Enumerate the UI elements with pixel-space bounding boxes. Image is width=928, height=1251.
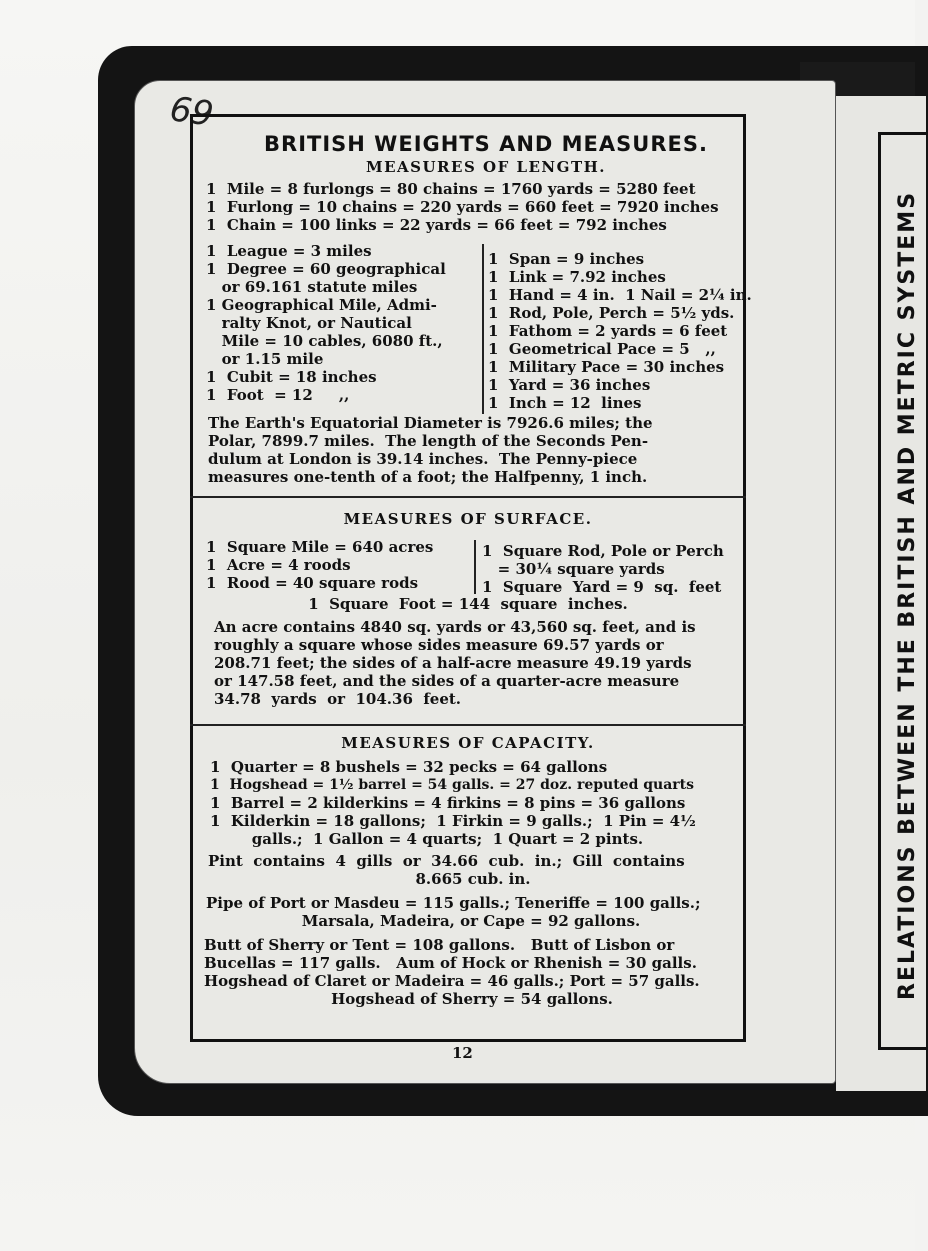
capacity-line: 1 Hogshead = 1½ barrel = 54 galls. = 27 doz. reputed quarts — [210, 777, 695, 793]
note-line: 208.71 feet; the sides of a half-acre measure 49.19 yards — [214, 654, 692, 672]
note-line: An acre contains 4840 sq. yards or 43,560 sq. feet, and is — [214, 618, 696, 636]
surface-left-item: 1 Square Mile = 640 acres — [206, 538, 434, 556]
length-left-item: Mile = 10 cables, 6080 ft., — [206, 332, 443, 350]
length-right-item: 1 Link = 7.92 inches — [488, 268, 666, 286]
length-title: MEASURES OF LENGTH. — [365, 158, 607, 176]
capacity-line: 1 Barrel = 2 kilderkins = 4 firkins = 8 pins = 36 gallons — [210, 794, 686, 812]
right-page-title: RELATIONS BETWEEN THE BRITISH AND METRIC SYSTEMS — [895, 190, 920, 1000]
surface-title: MEASURES OF SURFACE. — [343, 510, 593, 528]
surface-left-column — [206, 538, 468, 592]
length-right-item: 1 Hand = 4 in. 1 Nail = 2¼ in. — [488, 286, 752, 304]
surface-right-item: 1 Square Rod, Pole or Perch — [482, 542, 724, 560]
surface-section — [190, 510, 746, 528]
butts-line: Butt of Sherry or Tent = 108 gallons. Butt of Lisbon or — [204, 936, 675, 954]
length-right-column — [488, 250, 758, 412]
surface-column-divider — [474, 540, 476, 594]
page-title: BRITISH WEIGHTS AND MEASURES. — [264, 132, 708, 156]
length-left-item: 1 Degree = 60 geographical — [206, 260, 446, 278]
note-line: Polar, 7899.7 miles. The length of the Seconds Pen- — [208, 432, 649, 450]
pint-note — [208, 852, 738, 888]
handwritten-number: 69 — [167, 89, 216, 135]
capacity-title: MEASURES OF CAPACITY. — [341, 734, 595, 752]
surface-foot-line: 1 Square Foot = 144 square inches. — [308, 595, 628, 613]
length-right-item: 1 Fathom = 2 yards = 6 feet — [488, 322, 728, 340]
capacity-lines — [210, 758, 746, 848]
butts-line: Hogshead of Sherry = 54 gallons. — [331, 990, 613, 1008]
length-right-item: 1 Geometrical Pace = 5 ,, — [488, 340, 716, 358]
length-left-item: ralty Knot, or Nautical — [206, 314, 412, 332]
wine-line: Marsala, Madeira, or Cape = 92 gallons. — [301, 912, 641, 930]
length-note — [208, 414, 738, 486]
length-right-item: 1 Yard = 36 inches — [488, 376, 651, 394]
section-divider — [190, 724, 746, 726]
capacity-line: galls.; 1 Gallon = 4 quarts; 1 Quart = 2 pints. — [210, 830, 644, 848]
weights-table — [204, 118, 752, 1038]
note-line: The Earth's Equatorial Diameter is 7926.6 miles; the — [208, 414, 653, 432]
surface-right-column — [482, 542, 752, 596]
capacity-line: 1 Quarter = 8 bushels = 32 pecks = 64 gallons — [210, 758, 608, 776]
length-left-column — [206, 242, 468, 404]
length-left-item: or 69.161 statute miles — [206, 278, 418, 296]
wine-note — [206, 894, 736, 930]
surface-left-item: 1 Rood = 40 square rods — [206, 574, 419, 592]
capacity-line: 1 Kilderkin = 18 gallons; 1 Firkin = 9 galls.; 1 Pin = 4½ — [210, 812, 696, 830]
butts-line: Hogshead of Claret or Madeira = 46 galls.; Port = 57 galls. — [204, 972, 700, 990]
surface-right-item: 1 Square Yard = 9 sq. feet — [482, 578, 722, 596]
note-line: dulum at London is 39.14 inches. The Penny-piece — [208, 450, 638, 468]
note-line: measures one-tenth of a foot; the Halfpenny, 1 inch. — [208, 468, 648, 486]
length-right-item: 1 Military Pace = 30 inches — [488, 358, 725, 376]
surface-left-item: 1 Acre = 4 roods — [206, 556, 351, 574]
surface-right-item: = 30¼ square yards — [482, 560, 665, 578]
surface-note — [214, 618, 734, 708]
capacity-section — [190, 734, 746, 752]
butts-line: Bucellas = 117 galls. Aum of Hock or Rhenish = 30 galls. — [204, 954, 697, 972]
section-divider — [190, 496, 746, 498]
length-right-item: 1 Span = 9 inches — [488, 250, 645, 268]
length-line: 1 Furlong = 10 chains = 220 yards = 660 feet = 7920 inches — [206, 198, 719, 216]
length-column-divider — [482, 244, 484, 414]
wine-line: Pipe of Port or Masdeu = 115 galls.; Teneriffe = 100 galls.; — [206, 894, 701, 912]
length-line: 1 Chain = 100 links = 22 yards = 66 feet = 792 inches — [206, 216, 667, 234]
length-left-item: or 1.15 mile — [206, 350, 324, 368]
length-line: 1 Mile = 8 furlongs = 80 chains = 1760 yards = 5280 feet — [206, 180, 696, 198]
note-line: 34.78 yards or 104.36 feet. — [214, 690, 462, 708]
length-left-item: 1 Cubit = 18 inches — [206, 368, 377, 386]
length-left-item: 1 League = 3 miles — [206, 242, 372, 260]
length-left-item: 1 Foot = 12 ,, — [206, 386, 350, 404]
length-section — [206, 118, 766, 234]
length-right-item: 1 Inch = 12 lines — [488, 394, 642, 412]
page-number: 12 — [452, 1044, 473, 1062]
butts-note — [204, 936, 740, 1008]
length-left-item: 1 Geographical Mile, Admi- — [206, 296, 437, 314]
length-full-lines — [206, 180, 766, 234]
note-line: roughly a square whose sides measure 69.57 yards or — [214, 636, 664, 654]
length-right-item: 1 Rod, Pole, Perch = 5½ yds. — [488, 304, 735, 322]
note-line: or 147.58 feet, and the sides of a quarter-acre measure — [214, 672, 680, 690]
pint-line: 8.665 cub. in. — [415, 870, 531, 888]
pint-line: Pint contains 4 gills or 34.66 cub. in.; Gill contains — [208, 852, 685, 870]
